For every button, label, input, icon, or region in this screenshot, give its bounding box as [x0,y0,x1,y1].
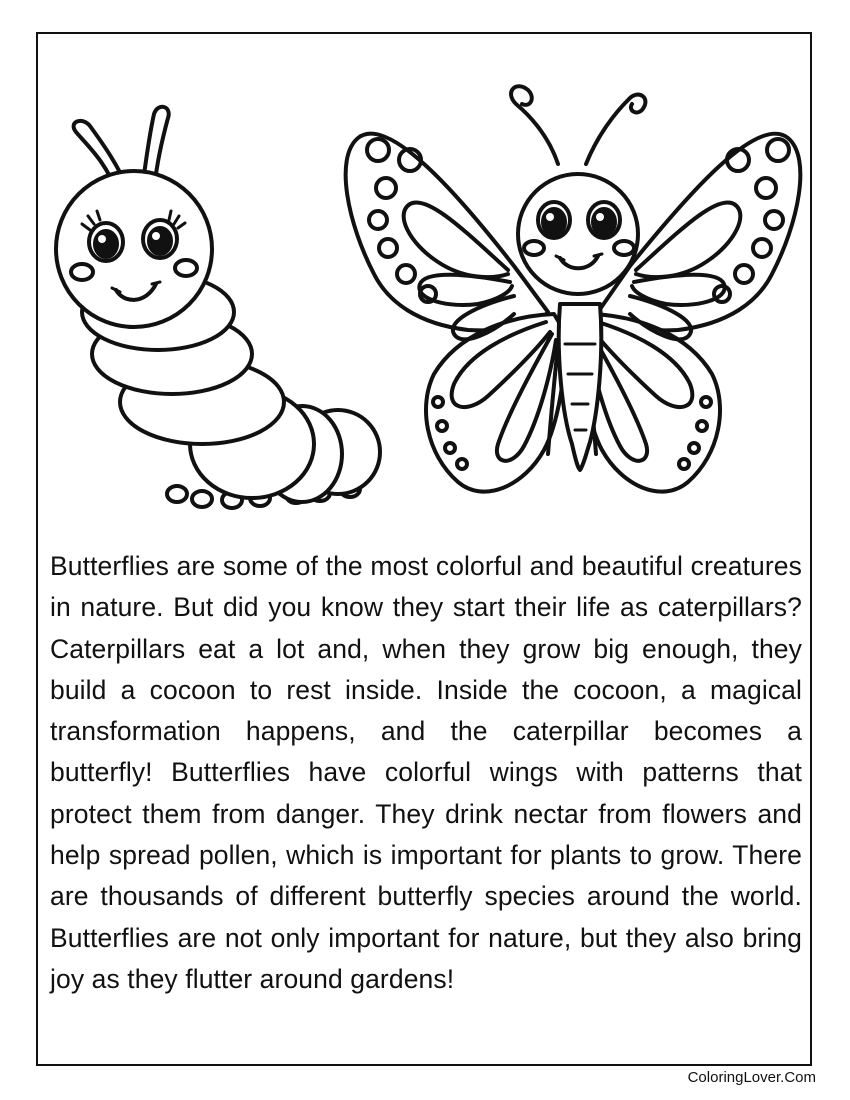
butterfly-icon [346,86,801,491]
coloring-page-frame [36,32,812,1066]
watermark: ColoringLover.Com [687,1069,816,1086]
story-paragraph: Butterflies are some of the most colorful and beautiful creatures in nature. But did you know they start their life as caterpillars? Caterpillars eat a lot and, when they grow big enough, they build a cocoon to rest inside. Inside the cocoon, a magical transformation happens, and the caterpillar becomes a butterfly! Butterflies have colorful wings with patterns that protect them from danger. They drink nectar from flowers and help spread pollen, which is important for plants to grow. There are thousands of different butterfly species around the world. Butterflies are not only important for nature, but they also bring joy as they flutter around gardens! [50,551,802,994]
illustration-area [38,34,810,544]
caterpillar-icon [56,107,380,508]
